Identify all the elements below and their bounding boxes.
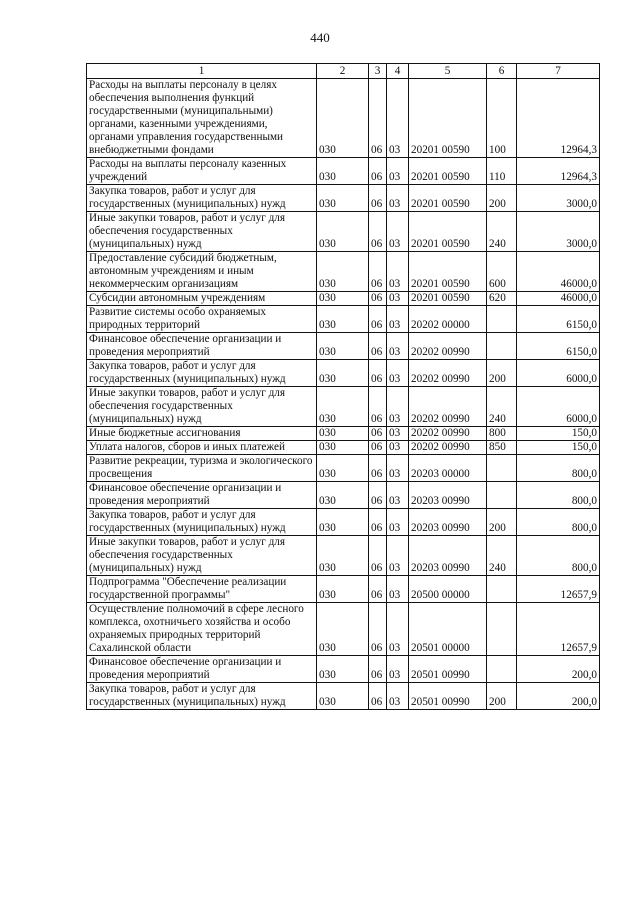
admin-code-cell: 030 — [317, 656, 369, 683]
row-name-cell: Развитие системы особо охраняемых природных территорий — [87, 306, 317, 333]
amount-cell: 800,0 — [517, 455, 600, 482]
subsection-cell: 03 — [387, 441, 409, 455]
admin-code-cell: 030 — [317, 509, 369, 536]
page-number: 440 — [310, 30, 330, 45]
target-article-cell: 20202 00000 — [409, 306, 487, 333]
expense-type-cell — [487, 482, 517, 509]
row-name-cell: Подпрограмма "Обеспечение реализации государственной программы" — [87, 576, 317, 603]
row-name-cell: Расходы на выплаты персоналу казенных учреждений — [87, 158, 317, 185]
column-header: 5 — [409, 64, 487, 79]
table-row — [87, 656, 600, 683]
expense-type-cell — [487, 306, 517, 333]
section-cell: 06 — [369, 656, 387, 683]
subsection-cell: 03 — [387, 79, 409, 158]
target-article-cell: 20501 00990 — [409, 656, 487, 683]
subsection-cell: 03 — [387, 576, 409, 603]
target-article-cell: 20201 00590 — [409, 185, 487, 212]
amount-cell: 12964,3 — [517, 158, 600, 185]
expense-type-cell: 110 — [487, 158, 517, 185]
row-name-cell: Развитие рекреации, туризма и экологического просвещения — [87, 455, 317, 482]
expense-type-cell: 200 — [487, 683, 517, 710]
subsection-cell: 03 — [387, 252, 409, 292]
column-header: 4 — [387, 64, 409, 79]
admin-code-cell: 030 — [317, 333, 369, 360]
expense-type-cell — [487, 333, 517, 360]
admin-code-cell: 030 — [317, 536, 369, 576]
admin-code-cell: 030 — [317, 252, 369, 292]
expense-type-cell: 850 — [487, 441, 517, 455]
admin-code-cell: 030 — [317, 482, 369, 509]
amount-cell: 46000,0 — [517, 292, 600, 306]
table-row — [87, 576, 600, 603]
row-name-cell: Уплата налогов, сборов и иных платежей — [87, 441, 317, 455]
table-row — [87, 252, 600, 292]
section-cell: 06 — [369, 509, 387, 536]
section-cell: 06 — [369, 482, 387, 509]
target-article-cell: 20201 00590 — [409, 212, 487, 252]
row-name-cell: Осуществление полномочий в сфере лесного комплекса, охотничьего хозяйства и особо охраняемых природных территорий Сахалинской области — [87, 603, 317, 656]
expense-type-cell: 240 — [487, 212, 517, 252]
section-cell: 06 — [369, 252, 387, 292]
admin-code-cell: 030 — [317, 360, 369, 387]
expense-type-cell: 200 — [487, 509, 517, 536]
row-name-cell: Субсидии автономным учреждениям — [87, 292, 317, 306]
subsection-cell: 03 — [387, 292, 409, 306]
subsection-cell: 03 — [387, 603, 409, 656]
target-article-cell: 20203 00990 — [409, 482, 487, 509]
row-name-cell: Финансовое обеспечение организации и проведения мероприятий — [87, 333, 317, 360]
row-name-cell: Финансовое обеспечение организации и проведения мероприятий — [87, 656, 317, 683]
admin-code-cell: 030 — [317, 79, 369, 158]
table-row — [87, 185, 600, 212]
amount-cell: 3000,0 — [517, 212, 600, 252]
subsection-cell: 03 — [387, 455, 409, 482]
target-article-cell: 20201 00590 — [409, 79, 487, 158]
table-row — [87, 427, 600, 441]
expense-type-cell — [487, 603, 517, 656]
amount-cell: 12657,9 — [517, 603, 600, 656]
table-row — [87, 306, 600, 333]
amount-cell: 46000,0 — [517, 252, 600, 292]
section-cell: 06 — [369, 333, 387, 360]
subsection-cell: 03 — [387, 656, 409, 683]
table-row — [87, 683, 600, 710]
subsection-cell: 03 — [387, 158, 409, 185]
table-row — [87, 387, 600, 427]
section-cell: 06 — [369, 683, 387, 710]
expense-type-cell: 240 — [487, 536, 517, 576]
admin-code-cell: 030 — [317, 306, 369, 333]
admin-code-cell: 030 — [317, 212, 369, 252]
table-row — [87, 212, 600, 252]
amount-cell: 12964,3 — [517, 79, 600, 158]
expense-type-cell: 240 — [487, 387, 517, 427]
target-article-cell: 20202 00990 — [409, 387, 487, 427]
admin-code-cell: 030 — [317, 576, 369, 603]
section-cell: 06 — [369, 387, 387, 427]
table-row — [87, 482, 600, 509]
target-article-cell: 20203 00990 — [409, 509, 487, 536]
row-name-cell: Закупка товаров, работ и услуг для государственных (муниципальных) нужд — [87, 509, 317, 536]
section-cell: 06 — [369, 360, 387, 387]
row-name-cell: Иные бюджетные ассигнования — [87, 427, 317, 441]
section-cell: 06 — [369, 292, 387, 306]
expense-type-cell — [487, 656, 517, 683]
table-row — [87, 333, 600, 360]
target-article-cell: 20201 00590 — [409, 292, 487, 306]
amount-cell: 200,0 — [517, 656, 600, 683]
target-article-cell: 20203 00990 — [409, 536, 487, 576]
target-article-cell: 20202 00990 — [409, 360, 487, 387]
section-cell: 06 — [369, 536, 387, 576]
expense-type-cell: 200 — [487, 185, 517, 212]
expense-type-cell — [487, 455, 517, 482]
section-cell: 06 — [369, 158, 387, 185]
admin-code-cell: 030 — [317, 603, 369, 656]
row-name-cell: Предоставление субсидий бюджетным, автономным учреждениям и иным некоммерческим организациям — [87, 252, 317, 292]
column-header: 2 — [317, 64, 369, 79]
subsection-cell: 03 — [387, 427, 409, 441]
amount-cell: 800,0 — [517, 536, 600, 576]
section-cell: 06 — [369, 455, 387, 482]
expense-type-cell: 800 — [487, 427, 517, 441]
admin-code-cell: 030 — [317, 683, 369, 710]
subsection-cell: 03 — [387, 482, 409, 509]
admin-code-cell: 030 — [317, 292, 369, 306]
admin-code-cell: 030 — [317, 441, 369, 455]
table-row — [87, 158, 600, 185]
row-name-cell: Закупка товаров, работ и услуг для государственных (муниципальных) нужд — [87, 360, 317, 387]
section-cell: 06 — [369, 441, 387, 455]
expense-type-cell — [487, 576, 517, 603]
target-article-cell: 20201 00590 — [409, 252, 487, 292]
amount-cell: 12657,9 — [517, 576, 600, 603]
section-cell: 06 — [369, 427, 387, 441]
admin-code-cell: 030 — [317, 158, 369, 185]
amount-cell: 150,0 — [517, 441, 600, 455]
table-row — [87, 292, 600, 306]
amount-cell: 800,0 — [517, 509, 600, 536]
subsection-cell: 03 — [387, 333, 409, 360]
section-cell: 06 — [369, 185, 387, 212]
target-article-cell: 20202 00990 — [409, 333, 487, 360]
target-article-cell: 20501 00000 — [409, 603, 487, 656]
subsection-cell: 03 — [387, 536, 409, 576]
column-header: 3 — [369, 64, 387, 79]
expense-type-cell: 620 — [487, 292, 517, 306]
admin-code-cell: 030 — [317, 455, 369, 482]
row-name-cell: Расходы на выплаты персоналу в целях обеспечения выполнения функций государственными (муниципальными) органами, казенными учреждениями, органами управления государственными внебюджетными фондами — [87, 79, 317, 158]
amount-cell: 6150,0 — [517, 306, 600, 333]
section-cell: 06 — [369, 306, 387, 333]
table-row — [87, 360, 600, 387]
header-row — [87, 64, 600, 79]
target-article-cell: 20202 00990 — [409, 441, 487, 455]
expense-type-cell: 100 — [487, 79, 517, 158]
subsection-cell: 03 — [387, 212, 409, 252]
amount-cell: 6000,0 — [517, 387, 600, 427]
section-cell: 06 — [369, 603, 387, 656]
table-row — [87, 509, 600, 536]
table-row — [87, 441, 600, 455]
subsection-cell: 03 — [387, 185, 409, 212]
amount-cell: 6000,0 — [517, 360, 600, 387]
section-cell: 06 — [369, 79, 387, 158]
amount-cell: 3000,0 — [517, 185, 600, 212]
admin-code-cell: 030 — [317, 427, 369, 441]
row-name-cell: Иные закупки товаров, работ и услуг для обеспечения государственных (муниципальных) нужд — [87, 387, 317, 427]
admin-code-cell: 030 — [317, 387, 369, 427]
table-row — [87, 455, 600, 482]
row-name-cell: Финансовое обеспечение организации и проведения мероприятий — [87, 482, 317, 509]
target-article-cell: 20501 00990 — [409, 683, 487, 710]
amount-cell: 200,0 — [517, 683, 600, 710]
budget-table — [86, 63, 600, 710]
target-article-cell: 20202 00990 — [409, 427, 487, 441]
table-row — [87, 79, 600, 158]
subsection-cell: 03 — [387, 306, 409, 333]
admin-code-cell: 030 — [317, 185, 369, 212]
column-header: 1 — [87, 64, 317, 79]
table-row — [87, 603, 600, 656]
subsection-cell: 03 — [387, 509, 409, 536]
target-article-cell: 20203 00000 — [409, 455, 487, 482]
table-row — [87, 536, 600, 576]
target-article-cell: 20201 00590 — [409, 158, 487, 185]
subsection-cell: 03 — [387, 360, 409, 387]
row-name-cell: Закупка товаров, работ и услуг для государственных (муниципальных) нужд — [87, 683, 317, 710]
expense-type-cell: 600 — [487, 252, 517, 292]
amount-cell: 150,0 — [517, 427, 600, 441]
row-name-cell: Иные закупки товаров, работ и услуг для обеспечения государственных (муниципальных) нужд — [87, 212, 317, 252]
column-header: 7 — [517, 64, 600, 79]
section-cell: 06 — [369, 212, 387, 252]
amount-cell: 6150,0 — [517, 333, 600, 360]
amount-cell: 800,0 — [517, 482, 600, 509]
section-cell: 06 — [369, 576, 387, 603]
row-name-cell: Закупка товаров, работ и услуг для государственных (муниципальных) нужд — [87, 185, 317, 212]
subsection-cell: 03 — [387, 387, 409, 427]
target-article-cell: 20500 00000 — [409, 576, 487, 603]
column-header: 6 — [487, 64, 517, 79]
row-name-cell: Иные закупки товаров, работ и услуг для обеспечения государственных (муниципальных) нужд — [87, 536, 317, 576]
expense-type-cell: 200 — [487, 360, 517, 387]
subsection-cell: 03 — [387, 683, 409, 710]
